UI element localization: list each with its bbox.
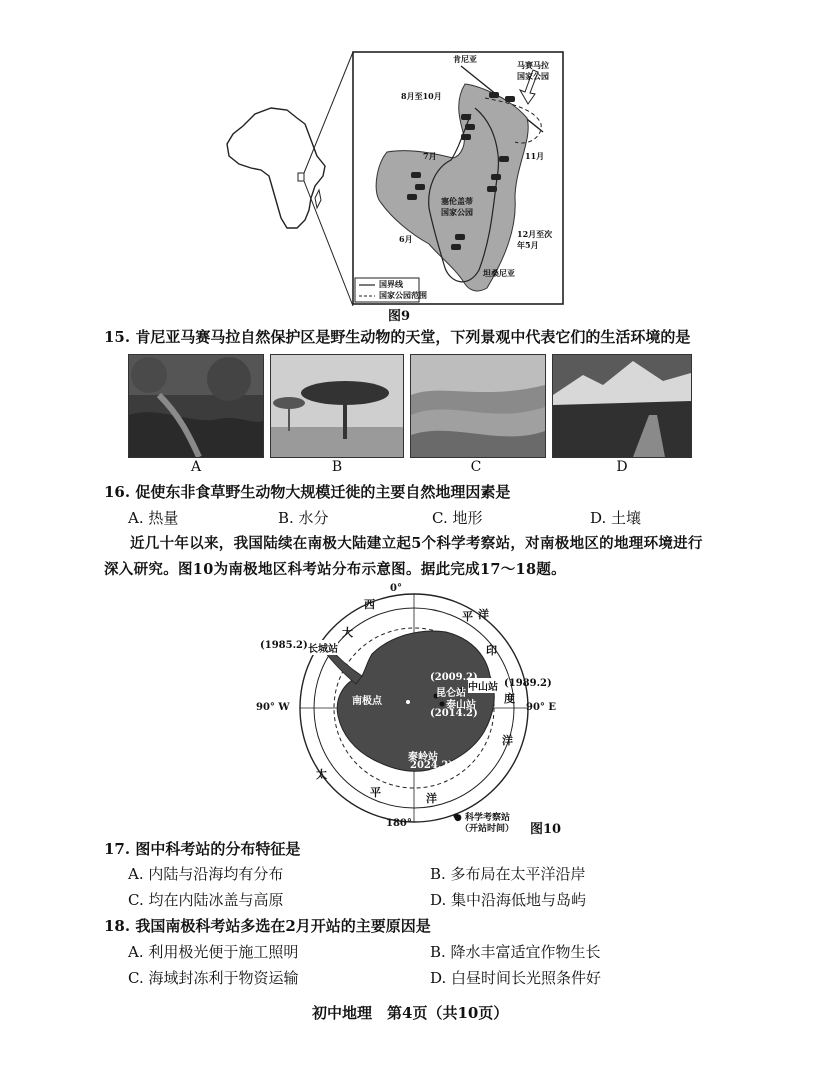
figure-9-caption: 图9 [388,309,411,324]
photo-label-b: B [331,459,343,475]
meridian-180-label: 180° [386,818,412,829]
africa-outline [227,108,325,228]
qinling-station-label: 秦岭站 [408,752,438,763]
q18-option-b[interactable]: B. 降水丰富适宜作物生长 [430,943,601,961]
legend-station: ● 科学考察站 [454,813,510,823]
photo-d-mountain [552,354,692,458]
ocean-label-ping-bottom: 平 [370,786,381,799]
q17-option-a[interactable]: A. 内陆与沿海均有分布 [128,865,284,883]
meridian-90e-label: 90° E [526,702,557,713]
masai-mara-label-2: 国家公园 [517,71,549,81]
q16-option-c[interactable]: C. 地形 [432,509,483,527]
q16-option-b[interactable]: B. 水分 [278,509,329,527]
month-label-aug-oct: 8月至10月 [401,91,442,101]
changcheng-year: (1985.2) [260,640,308,651]
month-label-dec-may-2: 年5月 [517,240,539,250]
month-label-dec-may-1: 12月至次 [517,229,553,239]
month-label-jul: 7月 [423,151,437,161]
meridian-90w-label: 90° W [256,702,290,713]
month-label-nov: 11月 [525,151,545,161]
figure-9 [215,48,575,310]
month-label-jun: 6月 [399,234,413,244]
ocean-label-yin: 印 [486,644,497,657]
question-17: 17. 图中科考站的分布特征是 [104,840,301,858]
q16-option-d[interactable]: D. 土壤 [590,509,642,527]
qinling-year: 2024.2) [410,760,454,771]
ocean-label-yang-bottom: 洋 [426,792,437,805]
figure-9-map [215,48,575,310]
masai-mara-label-1: 马赛马拉 [517,60,549,70]
ocean-label-da: 大 [342,626,353,639]
country-label-tanzania: 坦桑尼亚 [483,268,515,278]
photo-label-c: C [470,459,482,475]
legend-open-time: （开站时间） [460,824,515,834]
ocean-label-xi: 西 [364,598,375,611]
q18-option-a[interactable]: A. 利用极光便于施工照明 [128,943,299,961]
zhongshan-station-label: 中山站 [468,678,498,693]
ocean-label-yang-top: 洋 [478,608,489,621]
question-16: 16. 促使东非食草野生动物大规模迁徙的主要自然地理因素是 [104,483,511,501]
legend-border-label: 国界线 [379,279,403,289]
q17-option-d[interactable]: D. 集中沿海低地与岛屿 [430,891,587,909]
kunlun-station-label: 昆仑站 [436,688,466,699]
q17-option-c[interactable]: C. 均在内陆冰盖与高原 [128,891,284,909]
ocean-label-ping-top: 平 [462,610,473,623]
q17-option-b[interactable]: B. 多布局在太平洋沿岸 [430,865,586,883]
q16-option-a[interactable]: A. 热量 [128,509,179,527]
changcheng-station-label: 长城站 [308,640,338,655]
taishan-year: (2014.2) [430,708,478,719]
photo-label-a: A [190,459,202,475]
photo-c-desert [410,354,546,458]
legend-park-label: 国家公园范围 [379,290,427,300]
figure-10 [250,584,580,834]
q18-option-c[interactable]: C. 海域封冻利于物资运输 [128,969,299,987]
photo-label-d: D [616,459,628,475]
page-footer: 初中地理 第4页（共10页） [312,1004,509,1022]
question-15: 15. 肯尼亚马赛马拉自然保护区是野生动物的天堂，下列景观中代表它们的生活环境的是 [104,328,691,346]
south-pole-label: 南极点 [352,696,382,707]
ocean-label-du: 度 [504,692,515,705]
intro-line-2: 深入研究。图10为南极地区科考站分布示意图。据此完成17～18题。 [104,561,566,578]
figure-10-caption: 图10 [530,822,562,837]
ocean-label-tai: 太 [316,768,327,781]
ocean-label-yang-right: 洋 [502,734,513,747]
question-18: 18. 我国南极科考站多选在2月开站的主要原因是 [104,917,431,935]
country-label-kenya: 肯尼亚 [453,54,477,64]
kunlun-year: (2009.2) [430,672,478,683]
meridian-0-label: 0° [390,583,402,594]
taishan-station-label: 泰山站 [446,700,476,711]
q18-option-d[interactable]: D. 白昼时间长光照条件好 [430,969,602,987]
intro-line-1: 近几十年以来，我国陆续在南极大陆建立起5个科学考察站，对南极地区的地理环境进行 [130,535,703,552]
serengeti-label-2: 国家公园 [441,207,473,217]
serengeti-label-1: 塞伦盖蒂 [441,196,473,206]
photo-b-savanna [270,354,404,458]
zhongshan-year: (1989.2) [504,678,552,689]
photo-a-forest [128,354,264,458]
